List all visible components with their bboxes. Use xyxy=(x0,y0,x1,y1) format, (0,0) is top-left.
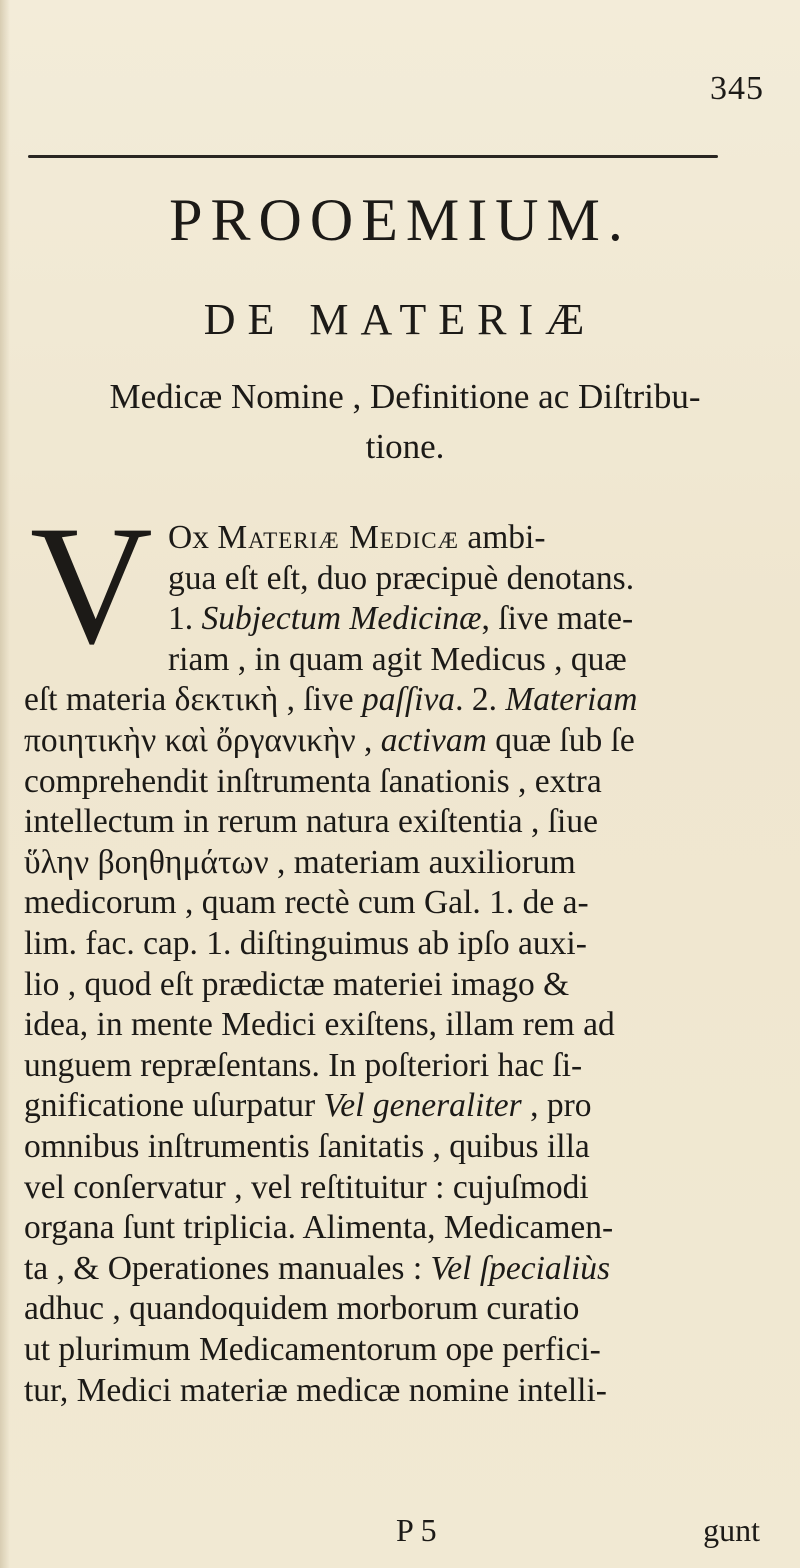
text-run: . 2. xyxy=(455,681,506,719)
text-run: idea, in mente Medici exiſtens, illam rem ad xyxy=(24,1006,615,1044)
body-line xyxy=(24,1168,778,1208)
body-line xyxy=(24,924,778,964)
text-run: Ox xyxy=(168,519,218,556)
italic-text: Vel ſpecialiùs xyxy=(430,1249,611,1287)
text-run: omnibus inſtrumentis ſanitatis , quibus illa xyxy=(24,1128,590,1165)
italic-text: Subjectum Medicinæ xyxy=(201,600,482,638)
italic-text: Materiam xyxy=(505,681,638,719)
body-line xyxy=(168,559,778,599)
text-run: intellectum in rerum natura exiſtentia , ſiue xyxy=(24,803,598,841)
text-run: medicorum , quam rectè cum Gal. 1. de a- xyxy=(24,884,589,922)
italic-text: Vel generaliter xyxy=(323,1087,522,1125)
text-run: quæ ſub ſe xyxy=(486,722,635,759)
text-run: 1. xyxy=(168,600,202,638)
signature-mark: P 5 xyxy=(396,1512,437,1548)
text-run: comprehendit inſtrumenta ſanationis , extra xyxy=(24,762,602,800)
text-run: gnificatione uſurpatur xyxy=(24,1087,324,1125)
text-run: ὕλην βοηθημάτων , materiam auxiliorum xyxy=(24,843,576,881)
body-line xyxy=(24,1371,778,1411)
text-run: adhuc , quandoquidem morborum curatio xyxy=(24,1290,580,1328)
body-line xyxy=(24,1208,778,1248)
body-line xyxy=(24,762,778,802)
body-line xyxy=(24,1046,778,1086)
body-line xyxy=(24,1127,778,1167)
body-line xyxy=(24,680,778,720)
small-caps-text: Materiæ Medicæ xyxy=(217,519,459,556)
catchword: gunt xyxy=(703,1512,760,1548)
body-line xyxy=(168,518,778,558)
text-run: riam , in quam agit Medicus , quæ xyxy=(168,640,627,678)
body-line xyxy=(168,640,778,680)
chapter-subhead xyxy=(40,372,770,472)
body-line xyxy=(24,1249,778,1289)
subhead-line-1: Medicæ Nomine , Definitione ac Diſtribu- xyxy=(109,377,701,416)
text-run: tur, Medici materiæ medicæ nomine intelli- xyxy=(24,1371,607,1409)
text-run: vel conſervatur , vel reſtituitur : cujuſmodi xyxy=(24,1168,589,1206)
text-run: ποιητικὴν καὶ ὄργανικὴν , xyxy=(24,722,381,759)
body-line xyxy=(24,802,778,842)
italic-text: activam xyxy=(380,722,487,759)
italic-text: paſſiva xyxy=(362,681,456,719)
body-line xyxy=(24,965,778,1005)
chapter-subtitle: DE MATERIÆ xyxy=(203,295,597,344)
drop-cap: V xyxy=(30,491,153,679)
page-number: 345 xyxy=(710,70,764,107)
text-run: , ſive mate- xyxy=(481,600,634,638)
body-line xyxy=(24,721,778,761)
body-line xyxy=(24,1005,778,1045)
text-run: ut plurimum Medicamentorum ope perfici- xyxy=(24,1331,601,1368)
body-line xyxy=(24,843,778,883)
body-line xyxy=(168,599,778,639)
text-run: gua eſt eſt, duo præcipuè denotans. xyxy=(168,559,635,597)
text-run: organa ſunt triplicia. Alimenta, Medicamen- xyxy=(24,1209,614,1247)
body-line xyxy=(24,883,778,923)
subhead-line-2: tione. xyxy=(365,427,445,466)
body-line xyxy=(24,1086,778,1126)
text-run: ta , & Operationes manuales : xyxy=(24,1249,431,1287)
text-run: unguem repræſentans. In poſteriori hac ſi- xyxy=(24,1046,583,1084)
text-run: eſt materia δεκτικὴ , ſive xyxy=(24,681,363,719)
body-line xyxy=(24,1330,778,1370)
text-run: lim. fac. cap. 1. diſtinguimus ab ipſo auxi- xyxy=(24,925,587,962)
header-rule xyxy=(28,155,718,158)
text-run: lio , quod eſt prædictæ materiei imago & xyxy=(24,965,570,1003)
body-line xyxy=(24,1289,778,1329)
text-run: ambi- xyxy=(459,519,546,556)
text-run: , pro xyxy=(521,1087,592,1125)
chapter-title: PROOEMIUM. xyxy=(169,187,631,253)
